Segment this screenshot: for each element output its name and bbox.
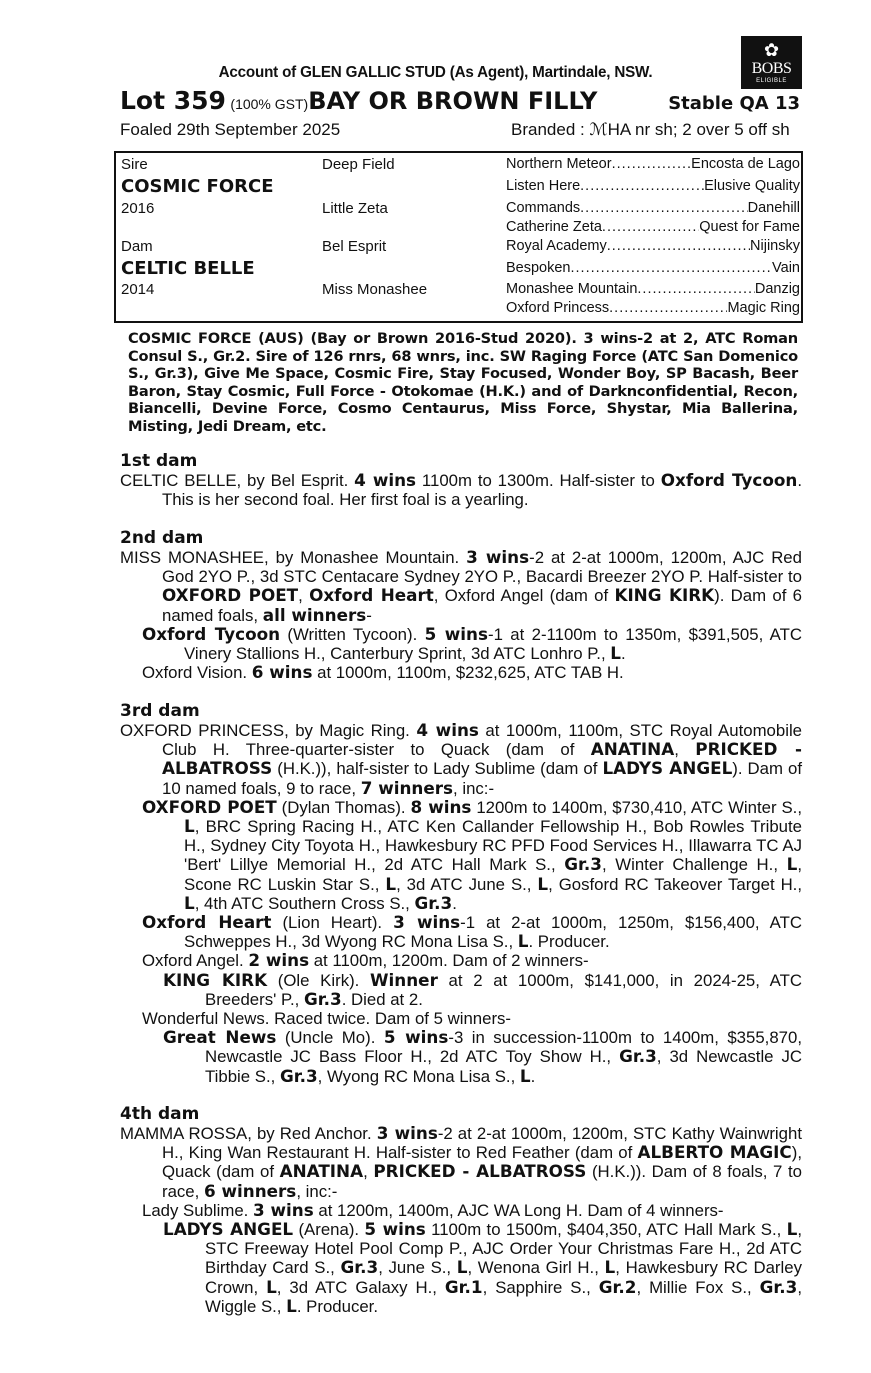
bold-text: 8 wins xyxy=(410,796,472,817)
text-run: , inc:- xyxy=(296,1181,338,1201)
bold-text: Gr.3 xyxy=(340,1257,379,1278)
dam-paragraph xyxy=(120,1124,802,1201)
bold-text: ALBERTO MAGIC xyxy=(637,1142,792,1163)
progeny-paragraph xyxy=(120,1220,802,1316)
sire-year: 2016 xyxy=(121,200,155,217)
horse-description: BAY OR BROWN FILLY xyxy=(308,87,598,115)
progeny-paragraph xyxy=(120,798,802,913)
text-run: , 3d Newcastle JC Tibbie S., xyxy=(205,1047,803,1086)
bold-text: 4 wins xyxy=(354,470,417,490)
brand-marks: Branded : ℳHA nr sh; 2 over 5 off sh xyxy=(511,120,790,139)
text-run: (Dylan Thomas). xyxy=(276,797,411,817)
text-run: , xyxy=(298,586,310,606)
text-run: MAMMA ROSSA, by Red Anchor. xyxy=(120,1124,377,1143)
bold-text: LADYS ANGEL xyxy=(602,758,733,779)
text-run: at 2 at 1000m, $141,000, in 2024-25, ATC Breeders' P., xyxy=(205,970,802,1009)
text-run: -3 in succession-1100m to 1400m, $355,870, Newcastle JC Bass Floor H., 2d ATC Toy Show H., xyxy=(205,1028,803,1067)
text-run: . xyxy=(620,644,626,664)
stable-number: Stable QA 13 xyxy=(668,93,800,114)
bold-text: Oxford Heart xyxy=(309,585,434,606)
dam-section-4 xyxy=(120,1104,802,1316)
logo-subtext: ELIGIBLE xyxy=(756,78,787,84)
grandsire-paternal: Deep Field xyxy=(322,156,395,173)
dam-paragraph xyxy=(120,548,802,625)
text-run: , June S., xyxy=(378,1258,457,1278)
bold-text: Gr.3 xyxy=(759,1276,798,1297)
text-run: (Arena). xyxy=(293,1220,365,1240)
progeny-paragraph xyxy=(120,971,802,1009)
bold-text: OXFORD POET xyxy=(142,796,277,817)
text-run: . Producer. xyxy=(528,932,610,952)
bold-text: L xyxy=(519,1065,531,1086)
great-grand-row: Northern Meteor ..... Encosta de Lago xyxy=(506,156,800,172)
text-run: -1 at 2-at 1000m, 1250m, $156,400, ATC Schweppes H., 3d Wyong RC Mona Lisa S., xyxy=(184,913,802,952)
text-run: (Uncle Mo). xyxy=(276,1028,384,1048)
text-run: , xyxy=(674,740,696,760)
text-run: -2 at 2-at 1000m, 1200m, AJC Red God 2YO P., 3d STC Centacare Sydney 2YO P., Bacardi Breezer 2YO P. Half-sister to xyxy=(162,548,802,587)
lot-header xyxy=(120,86,810,120)
bold-text: Gr.3 xyxy=(414,892,453,913)
bold-text: L xyxy=(266,1276,277,1297)
bold-text: L xyxy=(184,816,195,837)
dam-paragraph xyxy=(120,471,802,509)
text-run: at 1000m, 1100m, STC Royal Automobile Club H. Three-quarter-sister to Quack (dam of xyxy=(162,721,803,760)
text-run: 1100m to 1300m. Half-sister to xyxy=(416,471,661,490)
dam-label: Dam xyxy=(121,238,153,255)
lot-number: Lot 359 xyxy=(120,86,226,115)
section-heading: 1st dam xyxy=(120,451,198,471)
bold-text: 3 wins xyxy=(393,912,461,933)
text-run: - xyxy=(366,605,372,625)
progeny-paragraph xyxy=(120,951,802,970)
text-run: , Hawkesbury RC Darley Crown, xyxy=(205,1258,802,1297)
bold-text: L xyxy=(786,854,798,875)
bold-text: PRICKED - ALBATROSS xyxy=(162,739,802,779)
bold-text: Oxford Heart xyxy=(142,912,272,933)
text-run: , Gosford RC Takeover Target H., xyxy=(548,874,803,894)
progeny-paragraph xyxy=(120,625,802,663)
bold-text: OXFORD POET xyxy=(162,585,299,606)
text-run: -2 at 2-at 1000m, 1200m, STC Kathy Wainwright H., King Wan Restaurant H. Half-sister to Red Feather (dam of xyxy=(162,1124,802,1163)
text-run: , BRC Spring Racing H., ATC Ken Callander Fellowship H., Bob Rowles Tribute H., Sydney City Toyota H., Hawkesbury RC PFD Food Services H., Illawarra TC AJ 'Bert' Lillye Memorial H., 2d ATC Hall Mark S., xyxy=(184,817,802,875)
text-run: CELTIC BELLE, by Bel Esprit. xyxy=(120,471,355,490)
sire-name: COSMIC FORCE xyxy=(121,176,274,197)
progeny-paragraph xyxy=(120,1201,802,1220)
bold-text: 7 winners xyxy=(360,777,454,798)
bold-text: Oxford Tycoon xyxy=(142,623,281,644)
text-run: 1200m to 1400m, $730,410, ATC Winter S., xyxy=(471,797,802,817)
progeny-paragraph xyxy=(120,1028,802,1086)
great-grand-row: Commands ..... Danehill xyxy=(506,200,800,216)
text-run: OXFORD PRINCESS, by Magic Ring. xyxy=(120,721,417,740)
bold-text: 5 wins xyxy=(424,623,488,644)
progeny-paragraph xyxy=(120,663,802,682)
vendor-account: Account of GLEN GALLIC STUD (As Agent), Martindale, NSW. xyxy=(218,64,653,81)
text-run: , 3d ATC Galaxy H., xyxy=(276,1277,445,1297)
bold-text: KING KIRK xyxy=(614,585,715,606)
bobs-eligible-logo xyxy=(741,36,802,89)
bold-text: 5 wins xyxy=(383,1027,449,1048)
dam-section-2 xyxy=(120,528,802,682)
text-run: , Wenona Girl H., xyxy=(467,1258,605,1278)
bold-text: L xyxy=(456,1257,468,1278)
text-run: ). Dam of 6 named foals, xyxy=(162,586,802,625)
text-run: (Lion Heart). xyxy=(271,913,394,933)
text-run: Wonderful News. Raced twice. Dam of 5 winners- xyxy=(142,1009,512,1029)
text-run: , Sapphire S., xyxy=(482,1277,599,1297)
text-run: . xyxy=(530,1066,536,1086)
text-run: Oxford Angel. xyxy=(142,951,249,971)
bold-text: 3 wins xyxy=(253,1199,314,1220)
text-run: , Wiggle S., xyxy=(205,1277,802,1316)
bold-text: ANATINA xyxy=(279,1161,364,1182)
bold-text: Gr.3 xyxy=(619,1046,657,1067)
text-run: 1100m to 1500m, $404,350, ATC Hall Mark S., xyxy=(425,1220,787,1240)
text-run: at 1100m, 1200m. Dam of 2 winners- xyxy=(309,951,589,971)
section-heading: 2nd dam xyxy=(120,528,204,548)
text-run: ). Dam of 10 named foals, 9 to race, xyxy=(162,759,802,798)
pedigree-table xyxy=(114,151,803,323)
text-run: Oxford Vision. xyxy=(142,663,252,683)
bold-text: 6 winners xyxy=(203,1180,297,1201)
progeny-paragraph xyxy=(120,913,802,951)
bold-text: 2 wins xyxy=(248,950,310,971)
bold-text: all winners xyxy=(262,604,367,625)
text-run: . Producer. xyxy=(296,1296,378,1316)
sire-label: Sire xyxy=(121,156,148,173)
bold-text: 3 wins xyxy=(466,547,530,567)
bold-text: Gr.3 xyxy=(279,1065,318,1086)
text-run: at 1200m, 1400m, AJC WA Long H. Dam of 4 winners- xyxy=(313,1200,724,1220)
dam-section-3 xyxy=(120,701,802,1086)
great-grand-row: Bespoken ..... Vain xyxy=(506,260,800,276)
text-run: . Died at 2. xyxy=(341,989,423,1009)
text-run: , Millie Fox S., xyxy=(636,1277,760,1297)
section-heading: 3rd dam xyxy=(120,701,200,721)
granddam-paternal: Little Zeta xyxy=(322,200,388,217)
text-run: ), Quack (dam of xyxy=(162,1143,802,1182)
bold-text: L xyxy=(184,892,195,913)
sire-summary: COSMIC FORCE (AUS) (Bay or Brown 2016-Stud 2020). 3 wins-2 at 2, ATC Roman Consul S., Gr.2. Sire of 126 rnrs, 68 wnrs, inc. SW Raging Force (ATC San Domenico S., Gr.3), Give Me Space, Cosmic Fire, Stay Focused, Wonder Boy, SP Bacash, Beer Baron, Stay Cosmic, Full Force - Otokomae (H.K.) and of Darknconfidential, Recon, Biancelli, Devine Force, Cosmo Centaurus, Miss Force, Shystar, Mia Ballerina, Misting, Jedi Dream, etc. xyxy=(128,330,798,435)
bird-icon: ✿ xyxy=(763,40,780,60)
text-run: , 4th ATC Southern Cross S., xyxy=(194,893,415,913)
bold-text: Gr.3 xyxy=(564,854,602,875)
foaled-date: Foaled 29th September 2025 xyxy=(120,120,341,139)
bold-text: L xyxy=(286,1295,297,1316)
dam-year: 2014 xyxy=(121,281,155,298)
great-grand-row: Listen Here ..... Elusive Quality xyxy=(506,178,800,194)
text-run: MISS MONASHEE, by Monashee Mountain. xyxy=(120,548,467,567)
great-grand-row: Catherine Zeta ..... Quest for Fame xyxy=(506,219,800,235)
text-run: , Scone RC Luskin Star S., xyxy=(184,855,802,894)
bold-text: Gr.1 xyxy=(444,1276,483,1297)
section-heading: 4th dam xyxy=(120,1104,200,1124)
text-run: , Wyong RC Mona Lisa S., xyxy=(317,1066,520,1086)
bold-text: Winner xyxy=(370,969,438,990)
bold-text: Gr.3 xyxy=(303,988,342,1009)
text-run: , 3d ATC June S., xyxy=(396,874,538,894)
dam-section-1 xyxy=(120,451,802,509)
text-run: (H.K.)), half-sister to Lady Sublime (dam of xyxy=(272,759,603,779)
bold-text: 4 wins xyxy=(416,720,479,740)
bold-text: 3 wins xyxy=(376,1123,438,1143)
text-run: (Written Tycoon). xyxy=(280,624,425,644)
text-run: , inc:- xyxy=(453,778,495,798)
text-run: . xyxy=(452,893,457,913)
bold-text: Gr.2 xyxy=(598,1276,637,1297)
dam-name: CELTIC BELLE xyxy=(121,258,255,279)
logo-text: BOBS xyxy=(751,60,792,77)
text-run: (H.K.)). Dam of 8 foals, 7 to race, xyxy=(162,1162,802,1201)
bold-text: L xyxy=(517,931,529,952)
great-grand-row: Royal Academy ..... Nijinsky xyxy=(506,238,800,254)
bold-text: ANATINA xyxy=(590,739,675,760)
bold-text: KING KIRK xyxy=(163,969,268,990)
text-run: , Winter Challenge H., xyxy=(601,855,787,875)
bold-text: L xyxy=(610,643,621,664)
bold-text: L xyxy=(385,873,397,894)
bold-text: Great News xyxy=(163,1027,277,1048)
text-run: , Oxford Angel (dam of xyxy=(433,586,615,606)
progeny-paragraph xyxy=(120,1009,802,1028)
bold-text: 6 wins xyxy=(251,662,313,683)
bold-text: L xyxy=(786,1219,798,1240)
grandsire-maternal: Bel Esprit xyxy=(322,238,387,255)
bold-text: Oxford Tycoon xyxy=(660,470,798,490)
text-run: , xyxy=(363,1162,374,1182)
text-run: -1 at 2-1100m to 1350m, $391,505, ATC Vinery Stallions H., Canterbury Sprint, 3d ATC Lonhro P., xyxy=(184,624,802,664)
bold-text: L xyxy=(537,873,549,894)
text-run: (Ole Kirk). xyxy=(267,970,371,990)
great-grand-row: Monashee Mountain ..... Danzig xyxy=(506,281,800,297)
gst-note: (100% GST) xyxy=(230,96,309,112)
bold-text: 5 wins xyxy=(364,1219,426,1240)
text-run: . This is her second foal. Her first foal is a yearling. xyxy=(162,471,802,510)
text-run: , STC Freeway Hotel Pool Comp P., AJC Order Your Christmas Fare H., 2d ATC Birthday Card S., xyxy=(205,1220,802,1278)
granddam-maternal: Miss Monashee xyxy=(322,281,428,298)
text-run: Lady Sublime. xyxy=(142,1200,254,1220)
dam-paragraph xyxy=(120,721,802,798)
bold-text: PRICKED - ALBATROSS xyxy=(373,1161,587,1182)
text-run: at 1000m, 1100m, $232,625, ATC TAB H. xyxy=(312,663,624,683)
bold-text: L xyxy=(604,1257,616,1278)
great-grand-row: Oxford Princess ..... Magic Ring xyxy=(506,300,800,316)
bold-text: LADYS ANGEL xyxy=(163,1219,294,1240)
